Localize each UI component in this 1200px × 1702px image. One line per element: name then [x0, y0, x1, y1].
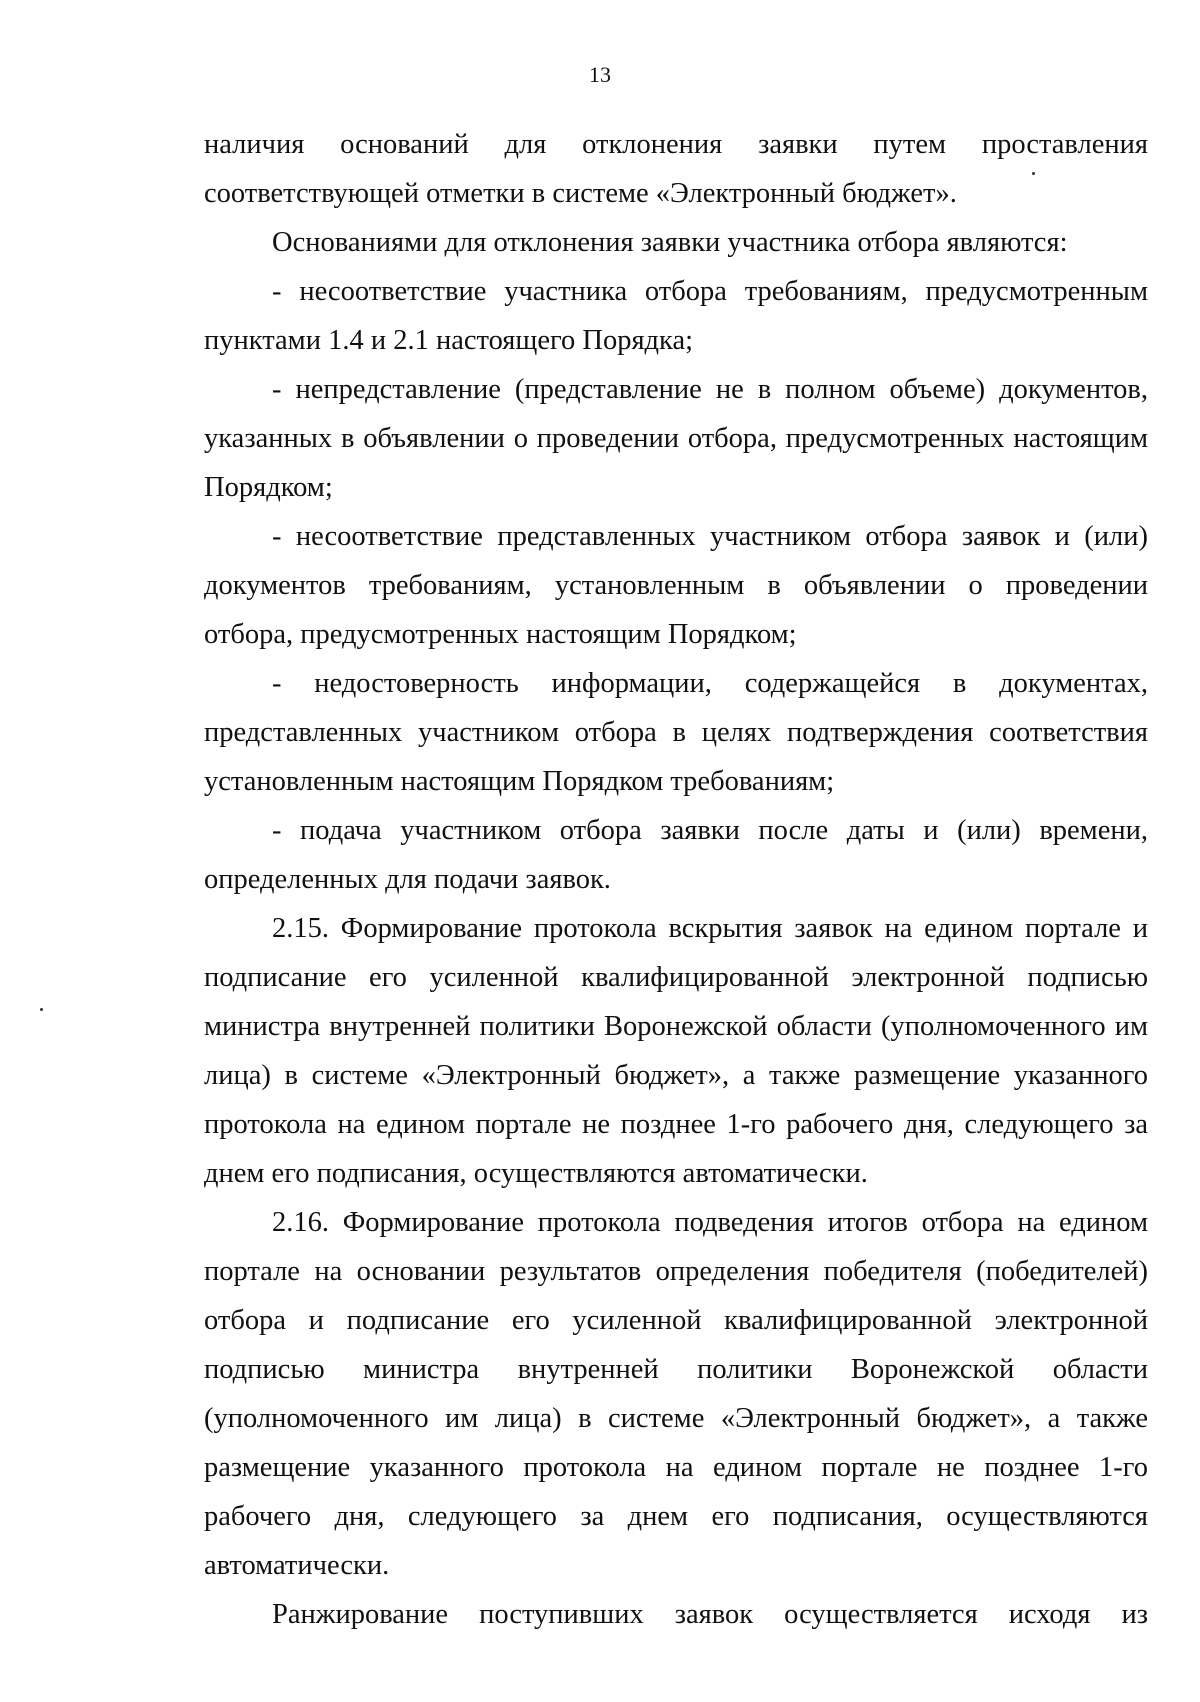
- scan-speck: [40, 1008, 43, 1011]
- paragraph-2-16: 2.16. Формирование протокола подведения итогов отбора на едином портале на основании результатов определения победителя (победителей) отбора и подписание его усиленной квалифицированной электронной подписью министра внутренней политики Воронежской области (уполномоченного им лица) в системе «Электронный бюджет», а также размещение указанного протокола на едином портале не позднее 1-го рабочего дня, следующего за днем его подписания, осуществляются автоматически.: [204, 1207, 1148, 1581]
- paragraph-ground-5: - подача участником отбора заявки после даты и (или) времени, определенных для подачи заявок.: [204, 815, 1148, 895]
- paragraph-grounds-intro: Основаниями для отклонения заявки участника отбора являются:: [272, 227, 1068, 258]
- paragraph-ground-4: - недостоверность информации, содержащейся в документах, представленных участником отбора в целях подтверждения соответствия установленным настоящим Порядком требованиям;: [204, 668, 1148, 797]
- paragraph-ranking: Ранжирование поступивших заявок осуществляется исходя из: [272, 1599, 1148, 1630]
- paragraph-ground-1: - несоответствие участника отбора требованиям, предусмотренным пунктами 1.4 и 2.1 настоящего Порядка;: [204, 276, 1148, 356]
- page-number: 13: [589, 62, 611, 87]
- scan-speck: [1032, 172, 1035, 175]
- paragraph-continuation: наличия оснований для отклонения заявки путем проставления соответствующей отметки в системе «Электронный бюджет».: [204, 129, 1148, 209]
- paragraph-ground-2: - непредставление (представление не в полном объеме) документов, указанных в объявлении о проведении отбора, предусмотренных настоящим Порядком;: [204, 374, 1148, 503]
- paragraph-ground-3: - несоответствие представленных участником отбора заявок и (или) документов требованиям, установленным в объявлении о проведении отбора, предусмотренных настоящим Порядком;: [204, 521, 1148, 650]
- document-body: [204, 120, 1148, 1639]
- paragraph-2-15: 2.15. Формирование протокола вскрытия заявок на едином портале и подписание его усиленной квалифицированной электронной подписью министра внутренней политики Воронежской области (уполномоченного им лица) в системе «Электронный бюджет», а также размещение указанного протокола на едином портале не позднее 1-го рабочего дня, следующего за днем его подписания, осуществляются автоматически.: [204, 913, 1148, 1189]
